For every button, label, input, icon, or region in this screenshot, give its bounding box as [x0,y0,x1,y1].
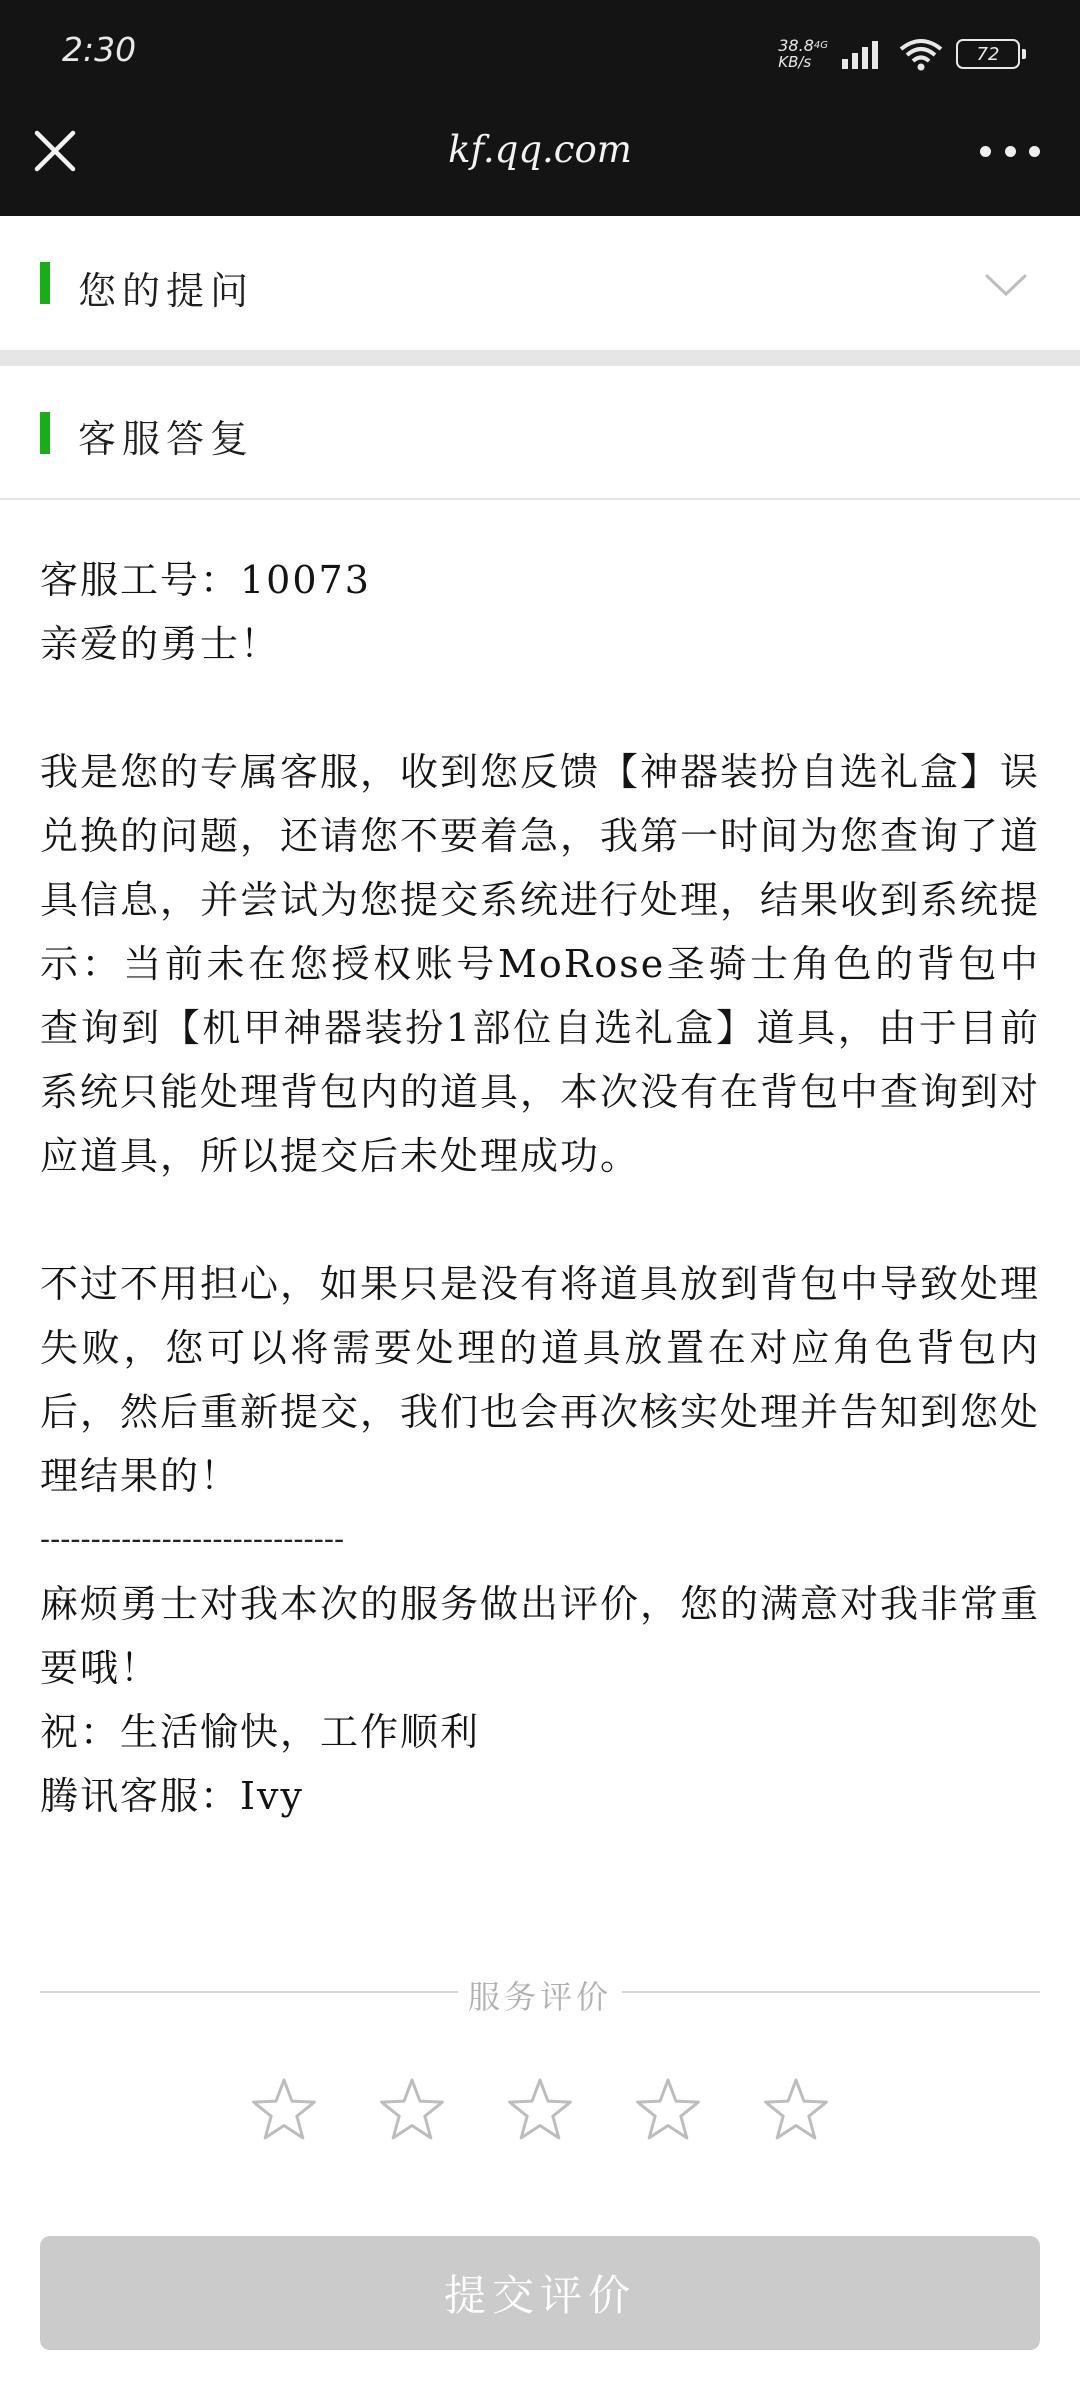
star-icon[interactable] [633,2075,703,2145]
reply-paragraph-1: 我是您的专属客服，收到您反馈【神器装扮自选礼盒】误兑换的问题，还请您不要着急，我第一时间为您查询了道具信息，并尝试为您提交系统进行处理，结果收到系统提示：当前未在您授权账号MoRose圣骑士角色的背包中查询到【机甲神器装扮1部位自选礼盒】道具，由于目前系统只能处理背包内的道具，本次没有在背包中查询到对应道具，所以提交后未处理成功。 [40,750,1041,1178]
rating-divider [40,1972,1040,2016]
status-time: 2:30 [62,30,137,69]
status-icons [778,34,1020,74]
reply-body [40,548,1040,1828]
star-icon[interactable] [377,2075,447,2145]
question-section-header[interactable] [0,216,1080,350]
network-speed-value: 38.8 [778,36,814,55]
signal-icon [840,37,886,71]
agent-id: 客服工号：10073 [40,558,371,602]
star-rating [0,2075,1080,2145]
submit-rating-button[interactable]: 提交评价 [40,2236,1040,2350]
star-icon[interactable] [761,2075,831,2145]
star-icon[interactable] [505,2075,575,2145]
network-speed [778,38,828,70]
wifi-icon [898,37,944,71]
signature: 腾讯客服：Ivy [40,1774,304,1818]
more-button[interactable] [980,138,1040,164]
section-divider [0,350,1080,366]
more-dot [980,146,991,157]
accent-bar [40,262,50,304]
question-section-title: 您的提问 [78,269,255,313]
answer-section-header [0,366,1080,500]
chevron-down-icon[interactable] [984,272,1028,298]
star-icon[interactable] [249,2075,319,2145]
network-speed-unit: KB/s [778,53,812,71]
wishes: 祝：生活愉快，工作顺利 [40,1710,481,1754]
separator-line: ------------------------------ [40,1522,345,1557]
more-dot [1029,146,1040,157]
answer-section-title: 客服答复 [78,417,255,461]
top-bar [0,0,1080,216]
reply-paragraph-2: 不过不用担心，如果只是没有将道具放到背包中导致处理失败，您可以将需要处理的道具放置在对应角色背包内后，然后重新提交，我们也会再次核实处理并告知到您处理结果的！ [40,1262,1041,1498]
accent-bar [40,412,50,454]
rating-request: 麻烦勇士对我本次的服务做出评价，您的满意对我非常重要哦！ [40,1582,1041,1690]
battery-indicator: 72 [956,39,1020,69]
greeting: 亲爱的勇士！ [40,622,281,666]
spacer [40,676,1040,740]
network-type: 4G [813,40,828,51]
spacer [40,1188,1040,1252]
page-title: kf.qq.com [448,128,632,171]
rating-label: 服务评价 [467,1978,612,2016]
more-dot [1005,146,1016,157]
